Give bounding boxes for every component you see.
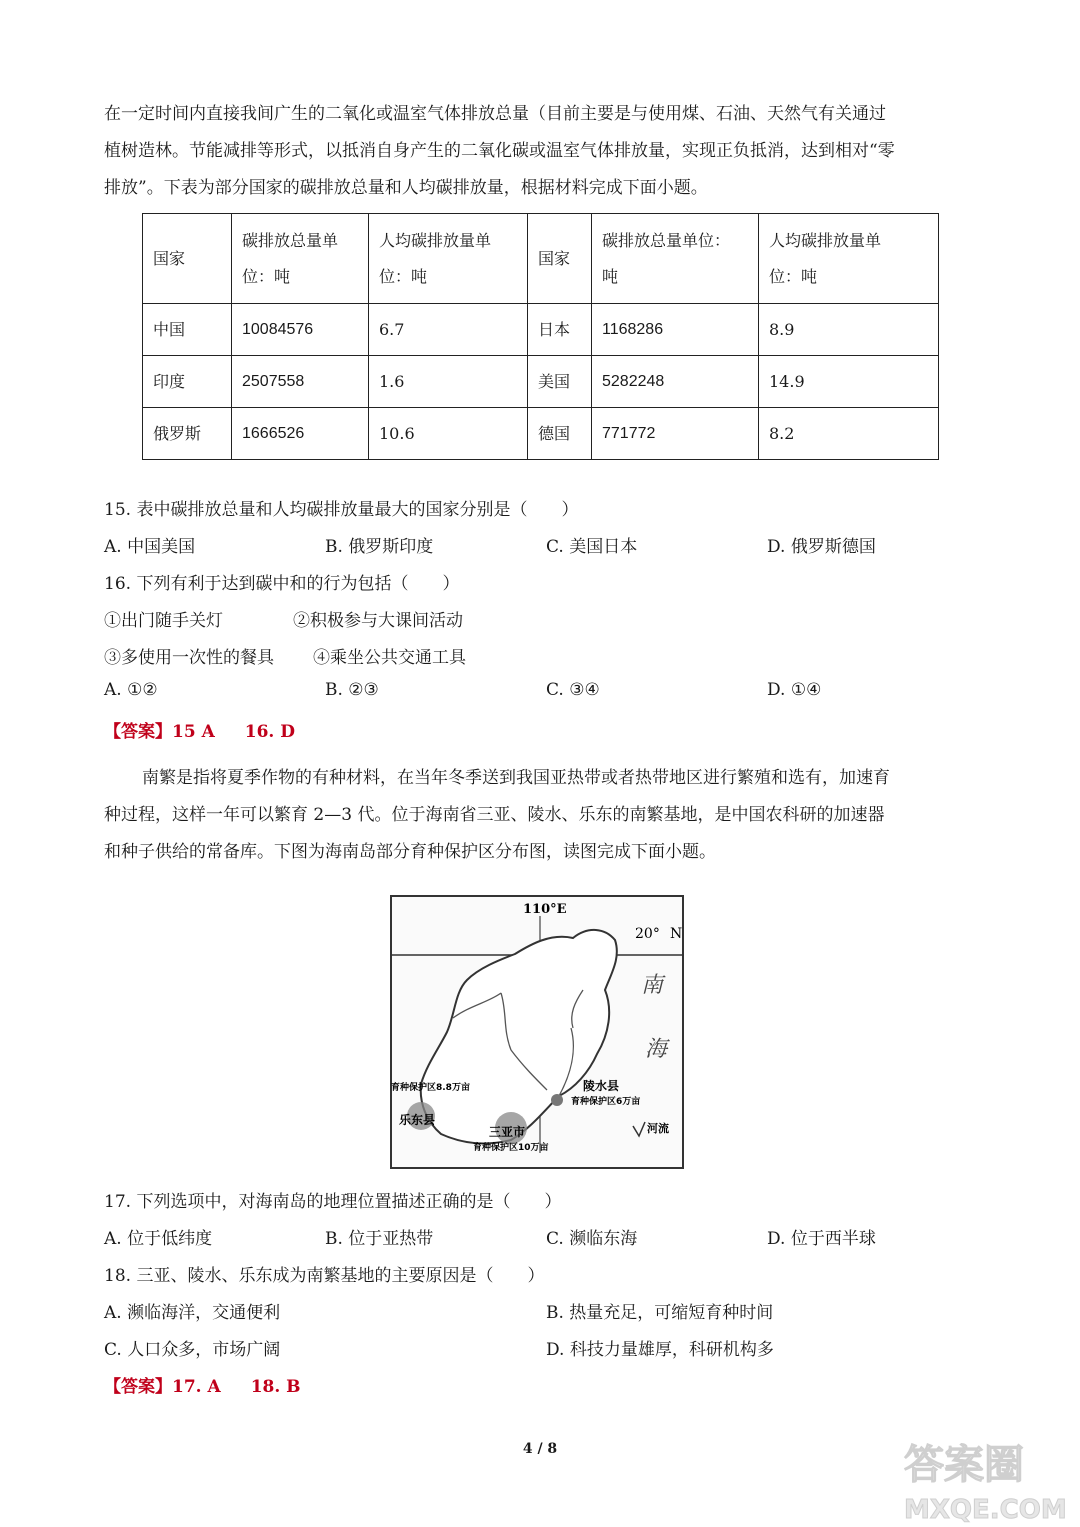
q16-option-d: D. ①④ — [767, 680, 822, 700]
answer-17: 17. A — [172, 1377, 221, 1397]
q17-option-a: A. 位于低纬度 — [104, 1229, 213, 1249]
answer-17-18 — [104, 1372, 331, 1397]
site-watermark-logo — [900, 1432, 1070, 1524]
passage-line: 种过程，这样一年可以繁育 2—3 代。位于海南省三亚、陵水、乐东的南繁基地，是中国农科研的加速器 — [104, 805, 885, 825]
question-15-stem: 15. 表中碳排放总量和人均碳排放量最大的国家分别是（ ） — [104, 500, 579, 520]
nanfan-paragraph — [104, 760, 890, 871]
answer-16: 16. D — [244, 722, 296, 742]
question-18-stem: 18. 三亚、陵水、乐东成为南繁基地的主要原因是（ ） — [104, 1266, 545, 1286]
table-row — [143, 408, 939, 460]
table-cell: 5282248 — [592, 356, 759, 408]
table-cell: 美国 — [528, 356, 592, 408]
answer-label: 【答案】 — [104, 1377, 172, 1397]
header-per-capita: 人均碳排放量单 位：吨 — [759, 214, 939, 304]
north-label: N — [670, 926, 683, 942]
lingshui-protection-zone — [551, 1094, 563, 1106]
table-cell: 10084576 — [232, 304, 369, 356]
lingshui-note: 育种保护区6万亩 — [571, 1097, 641, 1107]
page-number: 4 / 8 — [522, 1441, 558, 1457]
table-cell: 日本 — [528, 304, 592, 356]
table-cell: 10.6 — [369, 408, 528, 460]
table-cell: 8.2 — [759, 408, 939, 460]
hainan-breeding-zone-map — [383, 878, 695, 1178]
passage-line: 南繁是指将夏季作物的有种材料，在当年冬季送到我国亚热带或者热带地区进行繁殖和选有，加速育 — [142, 768, 890, 788]
table-cell: 中国 — [143, 304, 232, 356]
ledong-label: 乐东县 — [399, 1113, 436, 1127]
table-cell: 771772 — [592, 408, 759, 460]
carbon-emission-table — [142, 213, 939, 460]
q15-option-a: A. 中国美国 — [104, 537, 196, 557]
q16-item-1: ①出门随手关灯 — [104, 611, 223, 631]
table-cell: 14.9 — [759, 356, 939, 408]
sanya-label: 三亚市 — [489, 1125, 526, 1139]
header-country: 国家 — [143, 214, 232, 304]
q15-option-d: D. 俄罗斯德国 — [767, 537, 876, 557]
answer-label: 【答案】 — [104, 722, 172, 742]
watermark-top: 答案圈 — [904, 1442, 1024, 1488]
q18-option-a: A. 濒临海洋，交通便利 — [104, 1303, 281, 1323]
sanya-note: 育种保护区10万亩 — [473, 1143, 549, 1153]
q16-item-3: ③多使用一次性的餐具 — [104, 648, 274, 668]
q16-option-b: B. ②③ — [325, 680, 379, 700]
table-cell: 8.9 — [759, 304, 939, 356]
q18-option-b: B. 热量充足，可缩短育种时间 — [546, 1303, 774, 1323]
q16-option-a: A. ①② — [104, 680, 158, 700]
answer-15: 15 A — [172, 722, 215, 742]
q18-option-d: D. 科技力量雄厚，科研机构多 — [546, 1340, 774, 1360]
intro-paragraph — [104, 96, 895, 207]
q17-option-d: D. 位于西半球 — [767, 1229, 876, 1249]
map-figure — [383, 878, 695, 1178]
passage-line: 和种子供给的常备库。下图为海南岛部分育种保护区分布图，读图完成下面小题。 — [104, 842, 716, 862]
latitude-label: 20° — [635, 926, 660, 942]
header-total-emission: 碳排放总量单位： 吨 — [592, 214, 759, 304]
table-row — [143, 304, 939, 356]
intro-line: 植树造林。节能减排等形式，以抵消自身产生的二氧化碳或温室气体排放量，实现正负抵消，达到相对“零 — [104, 141, 895, 161]
q16-item-2: ②积极参与大课间活动 — [293, 611, 463, 631]
header-country: 国家 — [528, 214, 592, 304]
sea-label-1: 南 — [641, 973, 664, 998]
watermark-bottom: MXQE.COM — [904, 1495, 1067, 1524]
table-cell: 1.6 — [369, 356, 528, 408]
table-cell: 德国 — [528, 408, 592, 460]
answer-18: 18. B — [250, 1377, 301, 1397]
table-cell: 6.7 — [369, 304, 528, 356]
question-16-stem: 16. 下列有利于达到碳中和的行为包括（ ） — [104, 574, 460, 594]
lingshui-label: 陵水县 — [583, 1079, 620, 1093]
river-legend-label: 河流 — [647, 1122, 669, 1135]
ledong-note: 育种保护区8.8万亩 — [391, 1083, 470, 1093]
answer-15-16 — [104, 717, 325, 742]
q17-option-b: B. 位于亚热带 — [325, 1229, 434, 1249]
longitude-label: 110°E — [523, 902, 567, 917]
q16-option-c: C. ③④ — [546, 680, 600, 700]
q18-option-c: C. 人口众多，市场广阔 — [104, 1340, 281, 1360]
table-cell: 1168286 — [592, 304, 759, 356]
q17-option-c: C. 濒临东海 — [546, 1229, 638, 1249]
table-cell: 俄罗斯 — [143, 408, 232, 460]
sea-label-2: 海 — [645, 1037, 668, 1062]
q15-option-b: B. 俄罗斯印度 — [325, 537, 434, 557]
intro-line: 在一定时间内直接我间广生的二氧化或温室气体排放总量（目前主要是与使用煤、石油、天然气有关通过 — [104, 104, 886, 124]
table-cell: 1666526 — [232, 408, 369, 460]
intro-line: 排放”。下表为部分国家的碳排放总量和人均碳排放量，根据材料完成下面小题。 — [104, 178, 708, 198]
table-header-row — [143, 214, 939, 304]
q16-item-4: ④乘坐公共交通工具 — [313, 648, 466, 668]
header-total-emission: 碳排放总量单 位：吨 — [232, 214, 369, 304]
table-cell: 2507558 — [232, 356, 369, 408]
q15-option-c: C. 美国日本 — [546, 537, 638, 557]
table-row — [143, 356, 939, 408]
question-17-stem: 17. 下列选项中，对海南岛的地理位置描述正确的是（ ） — [104, 1192, 562, 1212]
header-per-capita: 人均碳排放量单 位：吨 — [369, 214, 528, 304]
table-cell: 印度 — [143, 356, 232, 408]
